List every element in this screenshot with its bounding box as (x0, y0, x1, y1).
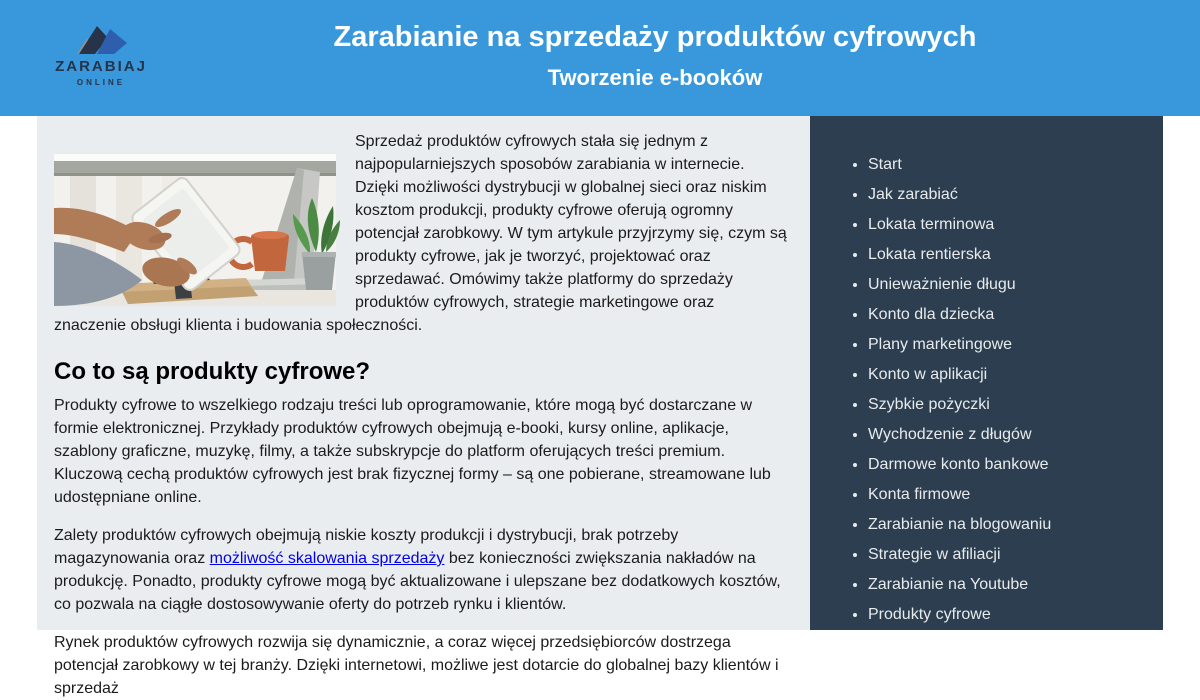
sidebar-item-zarabianie-na-youtube[interactable]: • Zarabianie na Youtube (868, 576, 1147, 593)
paragraph-market-growth: Rynek produktów cyfrowych rozwija się dynamicznie, a coraz więcej przedsiębiorców dostrzega potencjał zarobkowy w tej branży. Dzięki internetowi, możliwe jest dotarcie do globalnej bazy klientów i sprzedaż (54, 634, 779, 697)
paragraph-advantages (54, 524, 790, 616)
header (0, 0, 1200, 116)
paragraph-what-are-digital-products: Produkty cyfrowe to wszelkiego rodzaju treści lub oprogramowanie, które mogą być dostarczane w formie elektronicznej. Przykłady produktów cyfrowych obejmują e-booki, kursy online, aplikacje, szablony graficzne, muzykę, filmy, a także subskrypcje do platform oferujących treści premium. Kluczową cechą produktów cyfrowych jest brak fizycznej formy – są one pobierane, streamowane lub udostępniane online. (54, 397, 771, 506)
sidebar-item-lokata-terminowa[interactable]: • Lokata terminowa (868, 216, 1147, 233)
intro-paragraph: Sprzedaż produktów cyfrowych stała się jednym z najpopularniejszych sposobów zarabiania w internecie. Dzięki możliwości dystrybucji w globalnej sieci oraz niskim kosztom produkcji, produkty cyfrowe oferują ogromny potencjał zarobkowy. W tym artykule przyjrzymy się, czym są produkty cyfrowe, jak je tworzyć, projektować oraz sprzedawać. Omówimy także platformy do sprzedaży produktów cyfrowych, strategie marketingowe oraz znaczenie obsługi klienta i budowania społeczności. (54, 133, 787, 334)
sidebar-item-konto-dla-dziecka[interactable]: • Konto dla dziecka (868, 306, 1147, 323)
sidebar-item-produkty-cyfrowe[interactable]: • Produkty cyfrowe (868, 606, 1147, 623)
sidebar-item-konta-firmowe[interactable]: • Konta firmowe (868, 486, 1147, 503)
sidebar-item-zarabianie-na-blogowaniu[interactable]: • Zarabianie na blogowaniu (868, 516, 1147, 533)
sidebar-item-lokata-rentierska[interactable]: • Lokata rentierska (868, 246, 1147, 263)
sales-scaling-link[interactable]: możliwość skalowania sprzedaży (209, 550, 445, 567)
logo-subtitle: ONLINE (76, 78, 126, 87)
section-heading: Co to są produkty cyfrowe? (54, 358, 371, 385)
sidebar-item-darmowe-konto-bankowe[interactable]: • Darmowe konto bankowe (868, 456, 1147, 473)
paragraph-advantages-start: Zalety produktów cyfrowych obejmują niskie koszty produkcji i dystrybucji, brak potrzeby magazynowania oraz (54, 527, 679, 567)
site-logo[interactable] (38, 22, 164, 87)
sidebar-item-konto-w-aplikacji[interactable]: • Konto w aplikacji (868, 366, 1147, 383)
sidebar-item-start[interactable]: • Start (868, 156, 1147, 173)
sidebar-item-wychodzenie-z-dlugow[interactable]: • Wychodzenie z długów (868, 426, 1147, 443)
sidebar-nav (810, 116, 1163, 630)
sidebar-item-jak-zarabiac[interactable]: • Jak zarabiać (868, 186, 1147, 203)
roof-arrows-icon (38, 22, 164, 56)
page-body (37, 116, 1163, 697)
sidebar-item-szybkie-pozyczki[interactable]: • Szybkie pożyczki (868, 396, 1147, 413)
header-titles (0, 0, 1200, 91)
page-title: Zarabianie na sprzedaży produktów cyfrowych (333, 21, 977, 53)
article-content (37, 116, 810, 697)
article-photo (54, 154, 336, 306)
sidebar-menu (810, 116, 1163, 623)
sidebar-item-strategie-w-afiliacji[interactable]: • Strategie w afiliacji (868, 546, 1147, 563)
page-subtitle: Tworzenie e-booków (547, 65, 763, 90)
logo-title: ZARABIAJ (55, 58, 147, 75)
sidebar-item-plany-marketingowe[interactable]: • Plany marketingowe (868, 336, 1147, 353)
paragraph-advantages-end: bez konieczności zwiększania nakładów na produkcję. Ponadto, produkty cyfrowe mogą być aktualizowane i ulepszane bez dodatkowych kosztów, co pozwala na ciągłe dostosowywanie oferty do potrzeb rynku i klientów. (54, 550, 781, 613)
sidebar-item-uniewaznienie-dlugu[interactable]: • Unieważnienie długu (868, 276, 1147, 293)
